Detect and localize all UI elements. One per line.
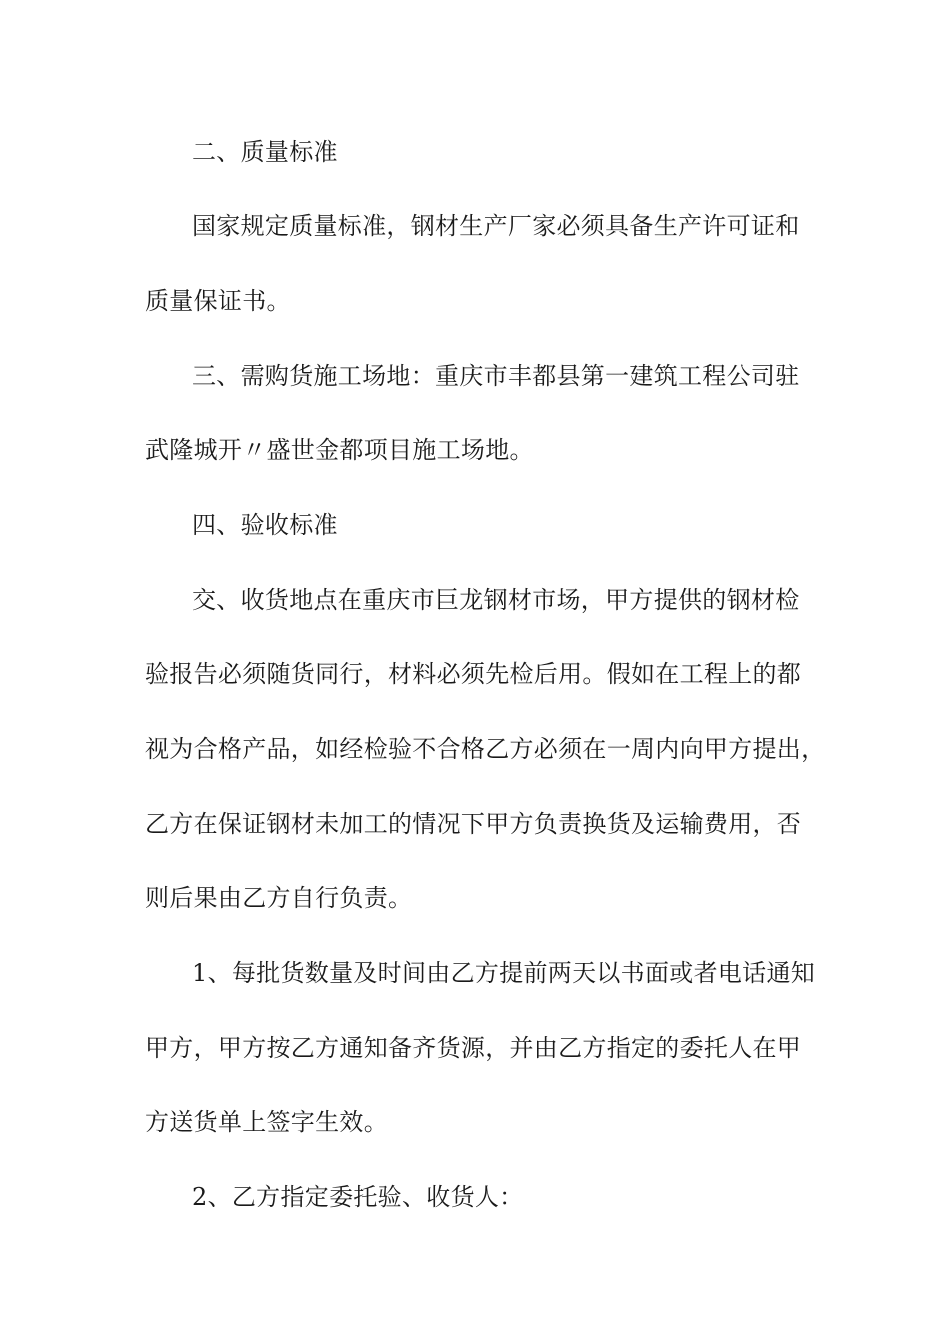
paragraph-line: 甲方，甲方按乙方通知备齐货源，并由乙方指定的委托人在甲 [145,1034,802,1062]
section-heading-acceptance-standard: 四、验收标准 [192,511,338,539]
paragraph-line: 质量保证书。 [145,287,291,315]
section-heading-site: 三、需购货施工场地：重庆市丰都县第一建筑工程公司驻 [192,362,800,390]
paragraph-line: 方送货单上签字生效。 [145,1108,388,1136]
paragraph-line: 乙方在保证钢材未加工的情况下甲方负责换货及运输费用，否 [145,810,802,838]
section-heading-quality-standard: 二、质量标准 [192,138,338,166]
paragraph-line: 则后果由乙方自行负责。 [145,884,413,912]
paragraph-line: 视为合格产品，如经检验不合格乙方必须在一周内向甲方提出， [145,735,826,763]
paragraph-line: 国家规定质量标准，钢材生产厂家必须具备生产许可证和 [192,212,800,240]
list-item-2: 2、乙方指定委托验、收货人： [192,1183,524,1211]
list-item-1: 1、每批货数量及时间由乙方提前两天以书面或者电话通知 [192,959,816,987]
paragraph-line: 交、收货地点在重庆市巨龙钢材市场，甲方提供的钢材检 [192,586,800,614]
paragraph-line: 武隆城开〃盛世金都项目施工场地。 [145,436,534,464]
paragraph-line: 验报告必须随货同行，材料必须先检后用。假如在工程上的都 [145,660,802,688]
